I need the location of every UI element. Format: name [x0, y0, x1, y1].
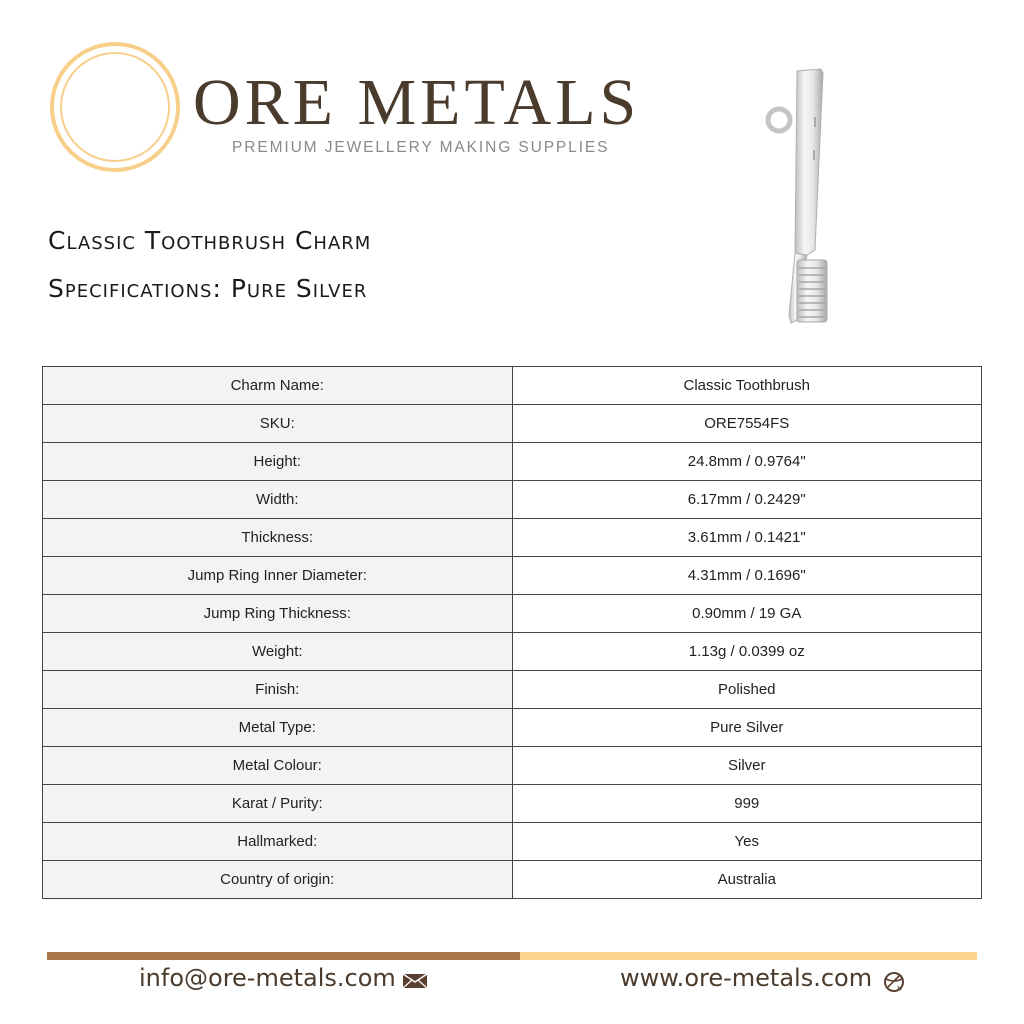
- spec-label: Thickness:: [43, 519, 513, 557]
- spec-label: Width:: [43, 481, 513, 519]
- spec-label: Jump Ring Inner Diameter:: [43, 557, 513, 595]
- table-row: [43, 405, 982, 443]
- specifications-table: [42, 366, 982, 899]
- table-row: [43, 671, 982, 709]
- spec-label: Jump Ring Thickness:: [43, 595, 513, 633]
- spec-value: Pure Silver: [512, 709, 982, 747]
- spec-value: 4.31mm / 0.1696": [512, 557, 982, 595]
- envelope-icon: [402, 972, 428, 990]
- table-row: [43, 519, 982, 557]
- spec-label: Country of origin:: [43, 861, 513, 899]
- spec-label: Charm Name:: [43, 367, 513, 405]
- spec-label: Weight:: [43, 633, 513, 671]
- footer-divider-gold: [520, 952, 977, 960]
- logo-ring-inner-icon: [60, 52, 170, 162]
- toothbrush-charm-icon: [765, 65, 835, 330]
- spec-label: Karat / Purity:: [43, 785, 513, 823]
- table-row: [43, 443, 982, 481]
- spec-value: Polished: [512, 671, 982, 709]
- spec-value: 1.13g / 0.0399 oz: [512, 633, 982, 671]
- product-title: Classic Toothbrush Charm: [48, 226, 372, 255]
- spec-value: 3.61mm / 0.1421": [512, 519, 982, 557]
- spec-label: Height:: [43, 443, 513, 481]
- brand-name: ORE METALS: [193, 66, 641, 139]
- spec-value: Silver: [512, 747, 982, 785]
- spec-value: 999: [512, 785, 982, 823]
- table-row: [43, 747, 982, 785]
- footer-divider-brown: [47, 952, 520, 960]
- table-row: [43, 367, 982, 405]
- table-row: [43, 861, 982, 899]
- spec-label: Finish:: [43, 671, 513, 709]
- spec-value: 0.90mm / 19 GA: [512, 595, 982, 633]
- table-row: [43, 557, 982, 595]
- table-row: [43, 633, 982, 671]
- spec-value: ORE7554FS: [512, 405, 982, 443]
- spec-value: 24.8mm / 0.9764": [512, 443, 982, 481]
- brand-tagline: PREMIUM JEWELLERY MAKING SUPPLIES: [232, 139, 610, 156]
- table-row: [43, 709, 982, 747]
- product-subtitle: Specifications: Pure Silver: [48, 274, 368, 303]
- spec-value: Classic Toothbrush: [512, 367, 982, 405]
- footer-website-link[interactable]: www.ore-metals.com: [620, 964, 873, 992]
- table-row: [43, 595, 982, 633]
- spec-label: Metal Type:: [43, 709, 513, 747]
- table-row: [43, 481, 982, 519]
- spec-label: Hallmarked:: [43, 823, 513, 861]
- table-row: [43, 823, 982, 861]
- spec-value: Yes: [512, 823, 982, 861]
- globe-icon: [882, 970, 906, 994]
- spec-label: SKU:: [43, 405, 513, 443]
- footer-email-link[interactable]: info@ore-metals.com: [139, 964, 396, 992]
- spec-value: 6.17mm / 0.2429": [512, 481, 982, 519]
- table-row: [43, 785, 982, 823]
- spec-value: Australia: [512, 861, 982, 899]
- spec-label: Metal Colour:: [43, 747, 513, 785]
